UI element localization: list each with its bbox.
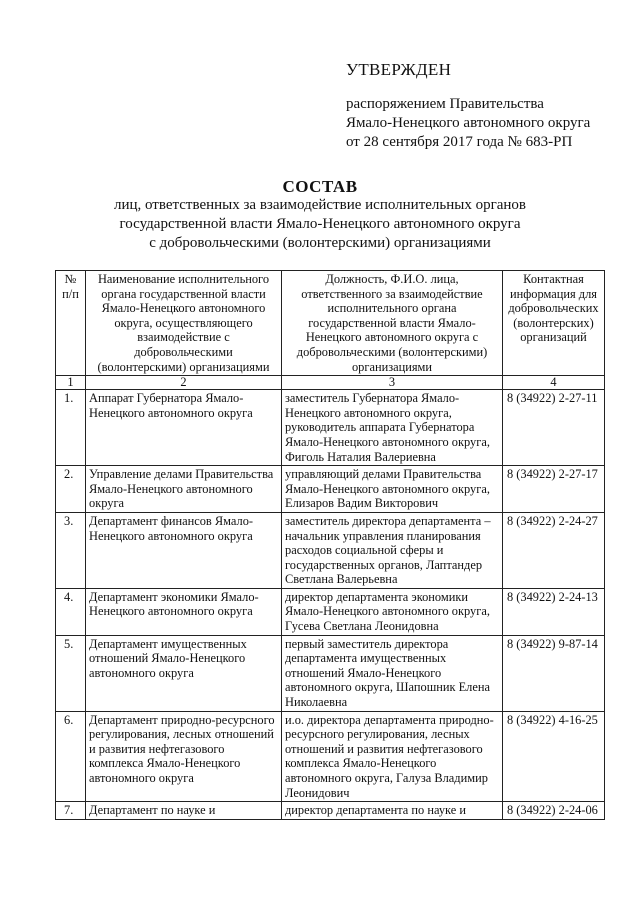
approval-heading: УТВЕРЖДЕН [346,60,452,79]
column-number: 3 [282,376,503,390]
row-organ: Аппарат Губернатора Ямало-Ненецкого автономного округа [86,390,282,466]
row-person: и.о. директора департамента природно-ресурсного регулирования, лесных отношений и развития нефтегазового комплекса Ямало-Ненецкого автономного округа, Галуза Владимир Леонидович [282,711,503,802]
row-organ: Департамент экономики Ямало-Ненецкого автономного округа [86,588,282,635]
table-row [56,466,605,513]
table-row [56,588,605,635]
header-person: Должность, Ф.И.О. лица, ответственного за взаимодействие исполнительного органа государственной власти Ямало-Ненецкого автономного округа с добровольческими (волонтерскими) организациями [282,271,503,376]
row-contact: 8 (34922) 9-87-14 [503,635,605,711]
row-organ: Департамент имущественных отношений Ямало-Ненецкого автономного округа [86,635,282,711]
row-number: 5. [56,635,86,711]
row-organ: Департамент природно-ресурсного регулирования, лесных отношений и развития нефтегазового комплекса Ямало-Ненецкого автономного округа [86,711,282,802]
header-number: № п/п [56,271,86,376]
row-organ: Управление делами Правительства Ямало-Ненецкого автономного округа [86,466,282,513]
approval-decree [346,95,590,152]
document-title: СОСТАВ [282,177,358,196]
column-number: 1 [56,376,86,390]
column-number: 2 [86,376,282,390]
header-organ: Наименование исполнительного органа государственной власти Ямало-Ненецкого автономного округа, осуществляющего взаимодействие с добровольческими (волонтерскими) организациями [86,271,282,376]
column-number-row [56,376,605,390]
decree-line: распоряжением Правительства [346,96,544,112]
row-number: 1. [56,390,86,466]
table-row [56,711,605,802]
table-row [56,390,605,466]
document-subtitle [100,196,540,253]
row-person: заместитель Губернатора Ямало-Ненецкого автономного округа, руководитель аппарата Губернатора Ямало-Ненецкого автономного округа, Фиголь Наталия Валериевна [282,390,503,466]
subtitle-line: с добровольческими (волонтерскими) организациями [149,235,491,251]
row-contact: 8 (34922) 2-24-27 [503,512,605,588]
row-person: заместитель директора департамента – начальник управления планирования расходов социальной сферы и государственных органов, Лаптандер Светлана Валерьевна [282,512,503,588]
row-contact: 8 (34922) 4-16-25 [503,711,605,802]
row-number: 7. [56,802,86,820]
row-number: 2. [56,466,86,513]
row-organ: Департамент финансов Ямало-Ненецкого автономного округа [86,512,282,588]
row-person: управляющий делами Правительства Ямало-Ненецкого автономного округа, Елизаров Вадим Викторович [282,466,503,513]
row-person: первый заместитель директора департамента имущественных отношений Ямало-Ненецкого автономного округа, Шапошник Елена Николаевна [282,635,503,711]
row-contact: 8 (34922) 2-27-11 [503,390,605,466]
row-person: директор департамента по науке и [282,802,503,820]
subtitle-line: государственной власти Ямало-Ненецкого автономного округа [119,216,521,232]
row-organ: Департамент по науке и [86,802,282,820]
decree-line: Ямало-Ненецкого автономного округа [346,115,591,131]
table-row [56,635,605,711]
table-row [56,512,605,588]
row-number: 3. [56,512,86,588]
table-row [56,802,605,820]
table-header-row [56,271,605,376]
row-contact: 8 (34922) 2-24-13 [503,588,605,635]
row-person: директор департамента экономики Ямало-Ненецкого автономного округа, Гусева Светлана Леонидовна [282,588,503,635]
row-contact: 8 (34922) 2-27-17 [503,466,605,513]
responsible-persons-table [55,270,605,820]
column-number: 4 [503,376,605,390]
row-number: 6. [56,711,86,802]
decree-line: от 28 сентября 2017 года № 683-РП [346,134,573,150]
row-number: 4. [56,588,86,635]
header-contact: Контактная информация для добровольческих (волонтерских) организаций [503,271,605,376]
row-contact: 8 (34922) 2-24-06 [503,802,605,820]
subtitle-line: лиц, ответственных за взаимодействие исполнительных органов [113,197,527,213]
